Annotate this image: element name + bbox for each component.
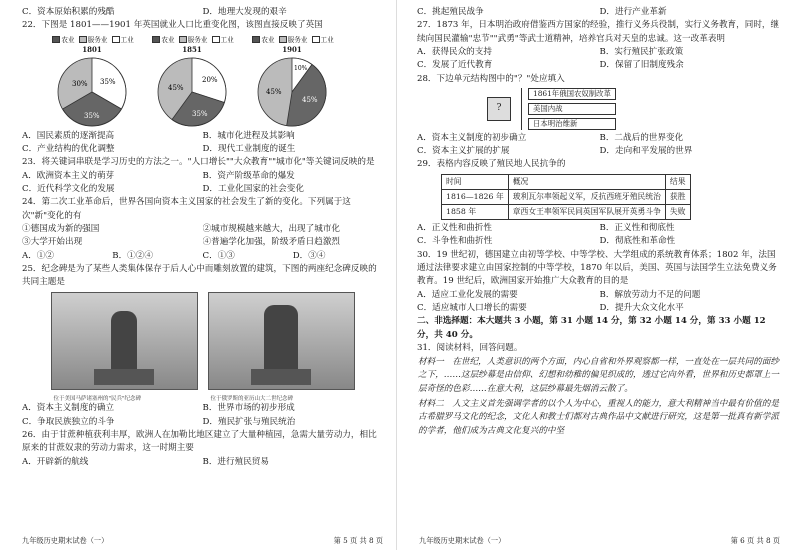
page-footer — [419, 535, 780, 546]
pie-year: 1851 — [182, 44, 202, 54]
monument-photos — [22, 292, 383, 403]
column-header: 结果 — [665, 174, 690, 189]
table-row — [442, 204, 691, 219]
table-header — [442, 174, 691, 189]
pie-label: 35% — [84, 111, 100, 120]
option-a: A．获得民众的支持 — [417, 46, 492, 57]
table-cell: 失败 — [665, 204, 690, 219]
material-2: 材料二 人文主义首先强调学者的以个人为中心，重视人的能力，意大利精神当中最有价值的是古希腊罗马文化的纪念，文化人和教士们都对古典作品中文献进行研究，这是第一批真有新学派的学者，他们成为古典文化复兴的中坚 — [418, 399, 779, 436]
q25-options-ab — [22, 402, 383, 415]
question-25: 25．纪念碑是为了某些人类集体保存于后人心中而雕刻放置的建筑，下图的两座纪念碑反映的共同主题是 — [22, 263, 377, 288]
column-header: 时间 — [442, 174, 509, 189]
option-b: B．①②④ — [112, 250, 153, 261]
option-d: D．提升大众文化水平 — [599, 302, 684, 313]
option-a: A．适应工业化发展的需要 — [417, 289, 518, 300]
question-mark-box: ? — [487, 97, 511, 121]
footer-page-number: 第 6 页 共 8 页 — [730, 535, 780, 545]
item-2: ②城市规模越来越大，出现了城市化 — [202, 223, 341, 234]
option-d: D．③④ — [292, 250, 326, 261]
option-c: C．争取民族独立的斗争 — [22, 416, 115, 427]
pie-legend: 农业 服务业 工业 — [50, 35, 133, 45]
q24-options — [22, 250, 383, 263]
item-3: ③大学开始出现 — [22, 237, 83, 248]
table-cell: 1858 年 — [442, 204, 509, 219]
option-d: D．殖民扩张与殖民统治 — [202, 416, 296, 427]
question-24: 24．第二次工业革命后，世界各国向资本主义国家的社会发生了新的变化。下列属于这次"新"变化的有 — [22, 197, 351, 221]
pie-1801 — [46, 35, 138, 128]
q26-options-ab — [22, 456, 383, 469]
option-a: A．资本主义制度的初步确立 — [417, 132, 527, 143]
pie-label: 35% — [100, 77, 116, 86]
question-27: 27．1873 年，日本明治政府借鉴西方国家的经验，推行义务兵役制，实行义务教育，同时，继续向国民灌输"忠节""武勇"等武士道精神，培养官兵对天皇的忠诚。这一改革表明 — [417, 20, 780, 44]
option-a: A．资本主义制度的确立 — [22, 403, 115, 414]
option-d: D．地理大发现的艰辛 — [202, 7, 287, 17]
option-c: C．适应城市人口增长的需要 — [417, 302, 527, 313]
diagram-item: 日本明治维新 — [528, 118, 616, 130]
resistance-table — [441, 174, 691, 220]
question-26: 26．由于甘蔗种植获利丰厚，欧洲人在加勒比地区建立了大量种植园，急需大量劳动力，相比原来的甘蔗奴隶的劳动力需求，这一时期主要 — [22, 430, 377, 454]
q28-options-ab — [417, 132, 782, 145]
option-a: A．欧洲资本主义的萌芽 — [22, 170, 115, 181]
q22-options-cd — [22, 143, 383, 156]
pie-label: 45% — [266, 87, 282, 96]
table-cell: 玻利瓦尔率领起义军，反抗西班牙殖民统治 — [508, 189, 665, 204]
pie-year: 1801 — [82, 44, 102, 54]
question-29: 29．表格内容反映了殖民地人民抗争的 — [417, 159, 566, 170]
photo-caption: 位于俄罗斯的亚历山大二世纪念碑 — [210, 396, 294, 403]
q23-options-cd — [22, 183, 383, 196]
q24-items-12 — [22, 223, 383, 236]
q24-items-34 — [22, 236, 383, 249]
structure-diagram — [487, 88, 782, 130]
photo-caption: 位于美国马萨诸塞州的"民兵"纪念碑 — [53, 396, 142, 403]
pie-chart — [256, 56, 328, 128]
option-c: C．产业结构的优化调整 — [22, 144, 115, 154]
alexander-monument-image — [208, 292, 355, 403]
table-cell: 1816—1826 年 — [442, 189, 509, 204]
diagram-item: 1861年俄国农奴制改革 — [528, 88, 616, 100]
question-31: 31．阅读材料，回答问题。 — [417, 342, 523, 353]
option-d: D．彻底性和革命性 — [599, 236, 676, 247]
diagram-items — [521, 88, 616, 130]
option-c: C．斗争性和曲折性 — [417, 236, 493, 247]
question-28: 28．下边单元结构图中的"？"处应填入 — [417, 73, 565, 84]
option-d: D．保留了旧制度残余 — [599, 60, 684, 71]
section-heading: 二、非选择题：本大题共 3 小题，第 31 小题 14 分，第 32 小题 14 分，第 33 小题 12 分，共 40 分。 — [417, 316, 766, 340]
option-b: B．解放劳动力不足的问题 — [599, 289, 701, 300]
option-d: D．工业化国家的社会变化 — [202, 183, 304, 194]
question-30: 30．19 世纪初，德国建立由初等学校、中等学校、大学组成的系统教育体系；1802 年，法国通过法律要求建立由国家控制的中等学校，1870 年以后，美国、英国与法国学生立法免费义务教育。19 世纪后，欧洲国家开始推广大众教育的目的是 — [417, 249, 777, 287]
table-cell: 获胜 — [665, 189, 690, 204]
option-b: B．城市化进程及其影响 — [202, 130, 295, 141]
footer-title: 九年级历史期末试卷（一） — [419, 535, 506, 545]
q30-options-cd — [417, 302, 782, 315]
column-header: 概况 — [508, 174, 665, 189]
item-1: ①德国成为新的强国 — [22, 223, 100, 234]
option-a: A．①② — [22, 250, 54, 261]
table-row — [442, 189, 691, 204]
pie-label: 45% — [302, 95, 318, 104]
pie-year: 1901 — [282, 44, 302, 54]
option-b: B．世界市场的初步形成 — [202, 403, 295, 414]
pie-label: 45% — [168, 83, 184, 92]
option-b: B．资产阶级革命的爆发 — [202, 170, 295, 181]
pie-label: 10% — [294, 64, 308, 72]
pie-legend: 农业 服务业 工业 — [250, 35, 333, 45]
option-c: C．①③ — [202, 250, 235, 261]
material-1: 材料一 在世纪，人类意识的两个方面，内心自省和外界观察都一样，一直处在一层共同的面纱之下，……这层纱幕是由信仰、幻想和幼稚的偏见织成的，透过它向外看，世界和历史都罩上一层奇怪的色彩……在意大利，这层纱幕最先烟消云散了。 — [418, 357, 779, 394]
pie-charts — [42, 35, 342, 128]
pie-label: 30% — [72, 79, 88, 88]
question-23: 23．将关键词串联是学习历史的方法之一。"人口增长""大众教育""城市化"等关键词反映的是 — [22, 157, 375, 168]
q21-options — [22, 6, 383, 19]
option-d: D．走向和平发展的世界 — [599, 146, 693, 157]
pie-1901 — [246, 35, 338, 128]
option-c: C．近代科学文化的发展 — [22, 183, 115, 194]
q23-options-ab — [22, 170, 383, 183]
option-c: C．挑起殖民战争 — [417, 7, 484, 17]
option-b: B．二战后的世界变化 — [599, 132, 684, 143]
diagram-item: 美国内战 — [528, 103, 616, 115]
pie-chart — [156, 56, 228, 128]
q28-options-cd — [417, 145, 782, 158]
question-22: 22．下图是 1801——1901 年英国就业人口比重变化图，该图直接反映了英国 — [22, 20, 323, 31]
q25-options-cd — [22, 416, 383, 429]
pie-1851 — [146, 35, 238, 128]
q22-options-ab — [22, 130, 383, 143]
option-a: A．开辟新的航线 — [22, 456, 89, 467]
option-b: B．实行殖民扩张政策 — [599, 46, 684, 57]
page-footer — [22, 535, 383, 546]
pie-legend: 农业 服务业 工业 — [150, 35, 233, 45]
q29-options-ab — [417, 222, 782, 235]
q27-options-cd — [417, 59, 782, 72]
footer-title: 九年级历史期末试卷（一） — [22, 535, 109, 545]
option-a: A．国民素质的逐渐提高 — [22, 130, 115, 141]
table-cell: 章西女王率领军民同英国军队展开英勇斗争 — [508, 204, 665, 219]
option-d: D．现代工业制度的诞生 — [202, 144, 296, 154]
option-c: C．发展了近代教育 — [417, 60, 493, 71]
pie-chart — [56, 56, 128, 128]
option-d: D．进行产业革新 — [599, 7, 667, 17]
option-c: C．资本原始积累的残酷 — [22, 7, 115, 17]
option-a: A．正义性和曲折性 — [417, 223, 492, 233]
option-b: B．进行殖民贸易 — [202, 456, 269, 467]
right-page — [397, 0, 794, 550]
pie-label: 35% — [192, 109, 208, 118]
q26-options-cd — [417, 6, 782, 19]
option-b: B．正义性和彻底性 — [599, 223, 675, 233]
footer-page-number: 第 5 页 共 8 页 — [333, 535, 383, 545]
q29-options-cd — [417, 235, 782, 248]
minuteman-monument-image — [51, 292, 198, 403]
q30-options-ab — [417, 289, 782, 302]
item-4: ④普遍学化加强，阶级矛盾日趋激烈 — [202, 237, 341, 248]
q27-options-ab — [417, 46, 782, 59]
pie-label: 20% — [202, 75, 218, 84]
option-c: C．资本主义扩展的扩展 — [417, 146, 510, 157]
